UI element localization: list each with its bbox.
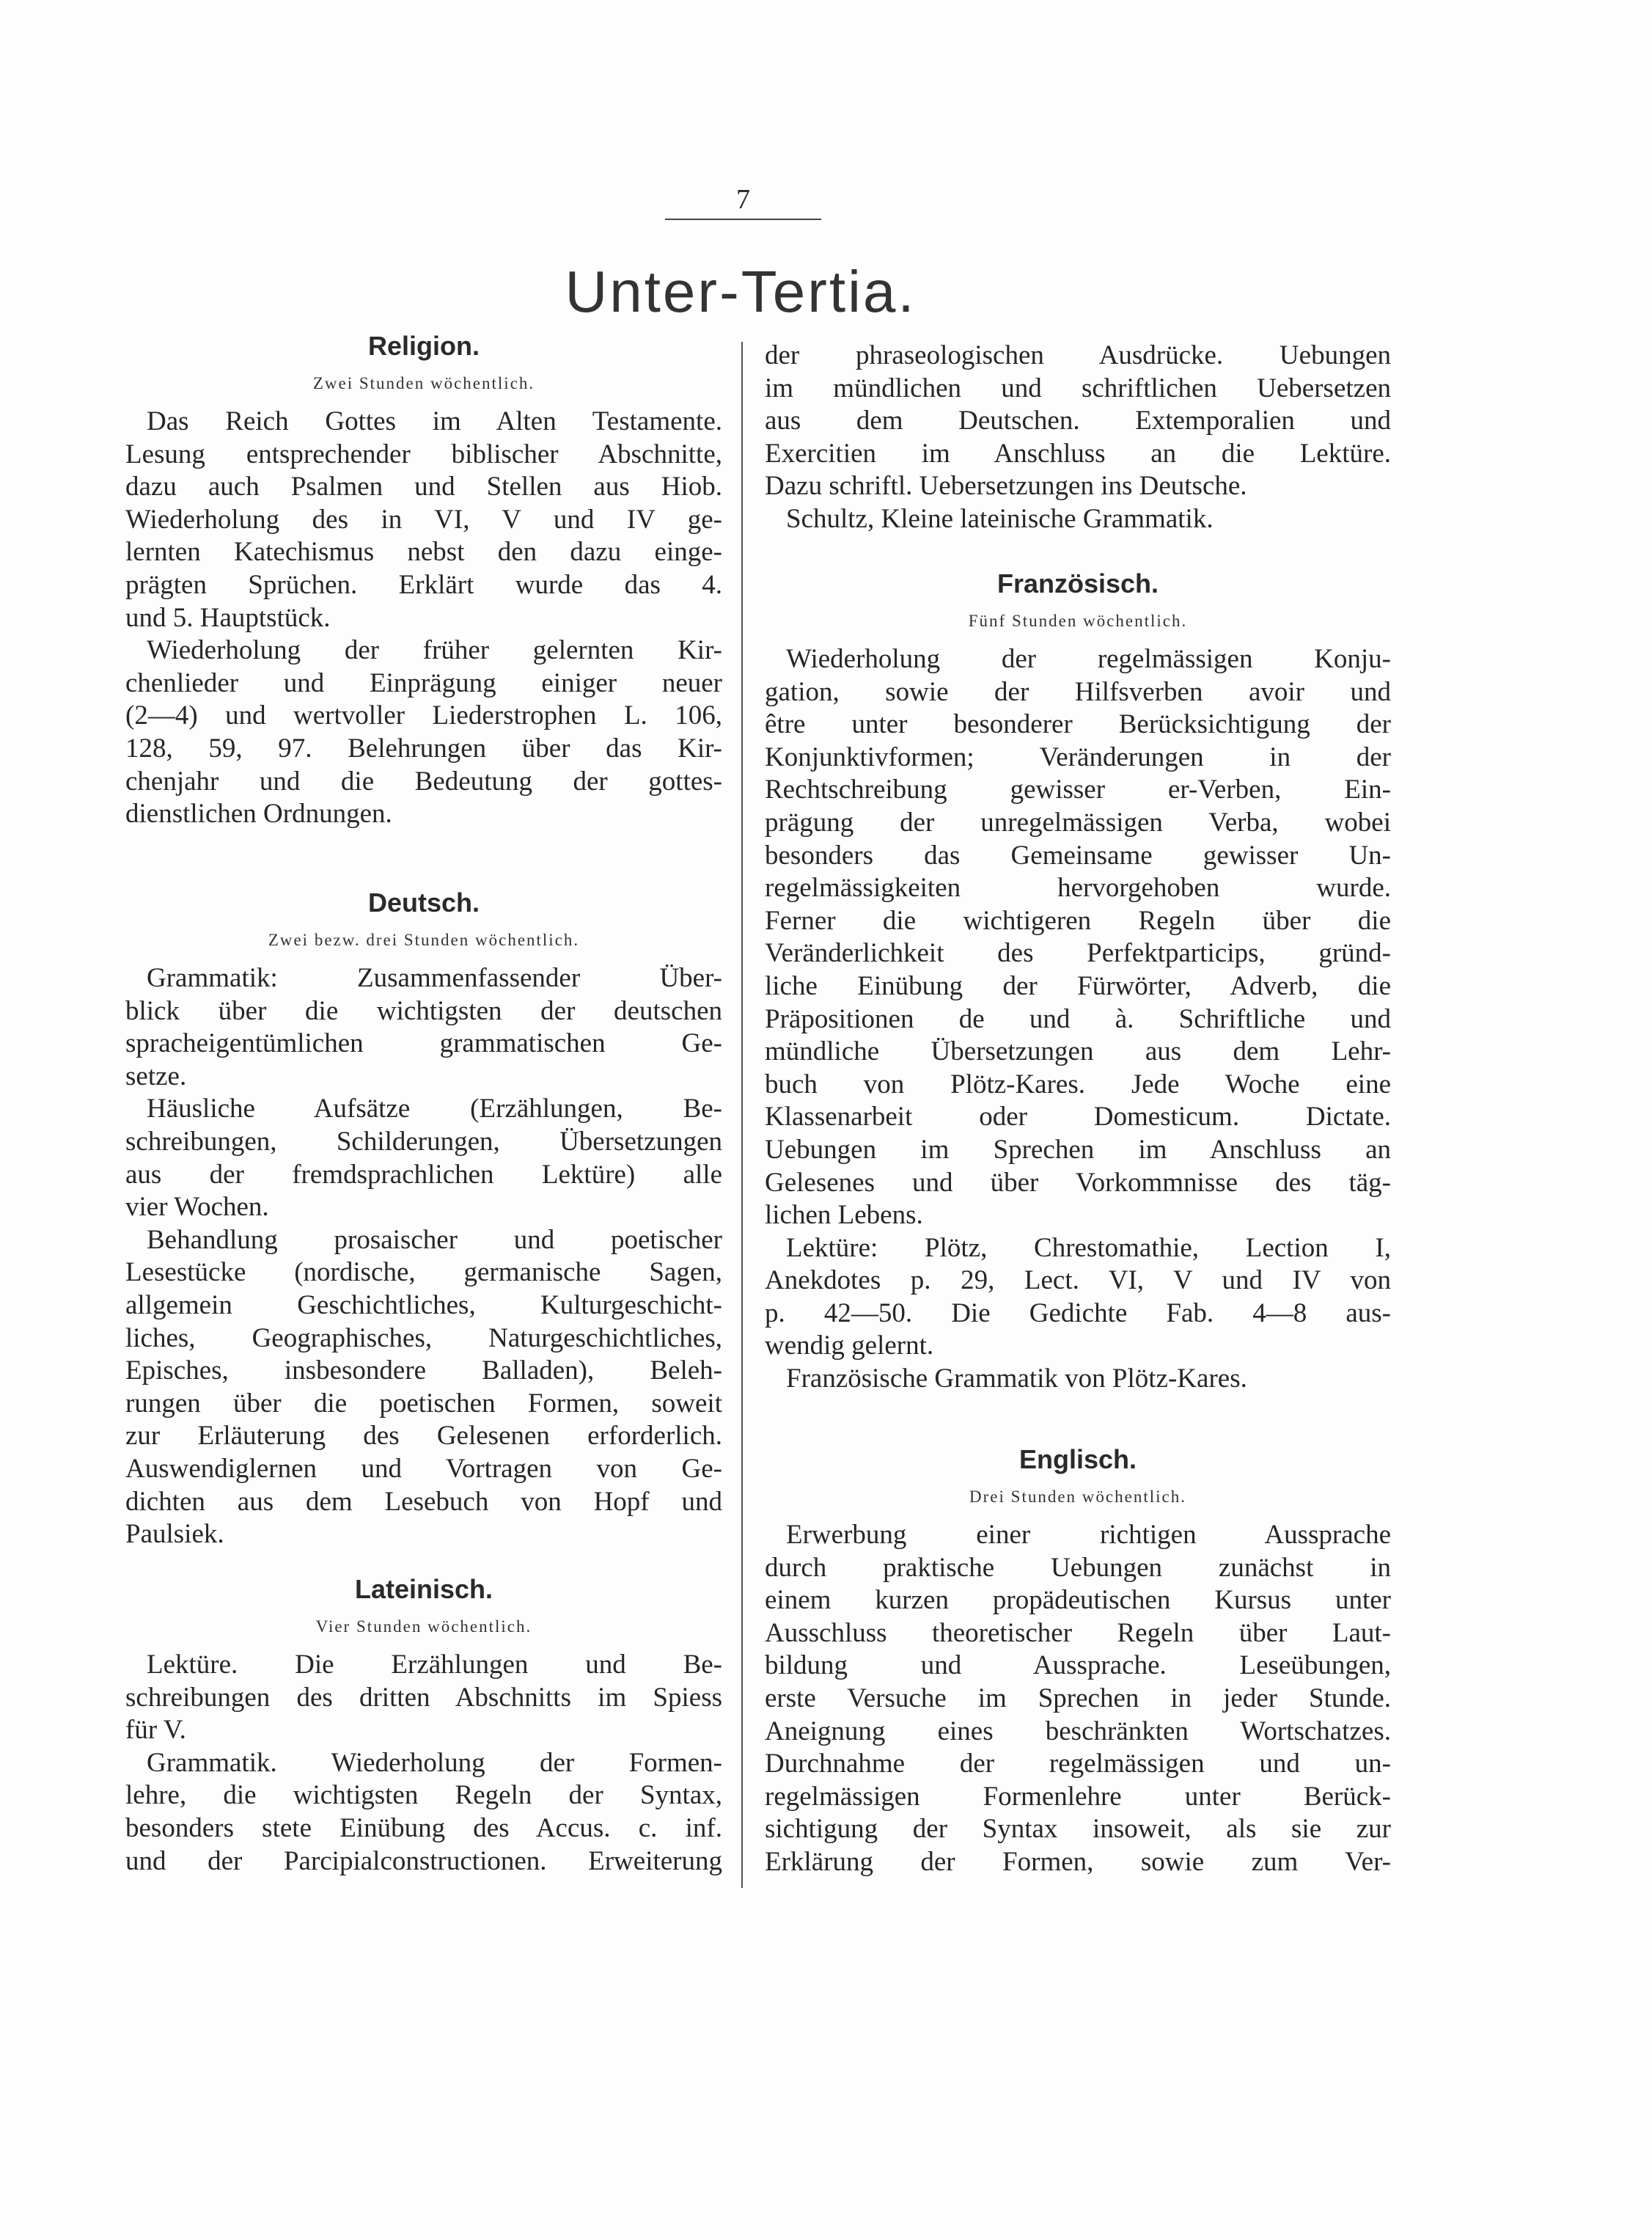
paragraph [125,634,722,831]
paragraph [125,1747,722,1878]
text-line: Das Reich Gottes im Alten Testamente. [147,406,722,436]
text-line: und der Parcipialconstructionen. Erweiterung [125,1845,722,1876]
text-line: wendig gelernt. [765,1331,934,1361]
paragraph [765,340,1391,503]
text-line: gation, sowie der Hilfsverben avoir und [765,676,1391,707]
text-line: Grammatik. Wiederholung der Formen- [147,1747,722,1778]
text-line: Lesestücke (nordische, germanische Sagen, [125,1257,722,1288]
text-line: im mündlichen und schriftlichen Uebersetzen [765,373,1391,403]
section-heading: Englisch. [1018,1444,1137,1474]
text-line: Erklärung der Formen, sowie zum Ver- [765,1846,1391,1877]
text-line: Wiederholung der früher gelernten Kir- [147,635,722,666]
text-line: Wiederholung des in VI, V und IV ge- [125,504,722,535]
text-line: Ausschluss theoretischer Regeln über Laut- [765,1617,1391,1648]
paragraph [765,1363,1391,1396]
text-line: lernten Katechismus nebst den dazu einge- [125,537,722,568]
text-line: einem kurzen propädeutischen Kursus unter [765,1585,1391,1616]
text-line: schreibungen, Schilderungen, Übersetzungen [125,1126,722,1157]
text-line: Auswendiglernen und Vortragen von Ge- [125,1453,722,1484]
text-line: p. 42—50. Die Gedichte Fab. 4—8 aus- [765,1297,1391,1328]
text-line: Anekdotes p. 29, Lect. VI, V und IV von [765,1265,1391,1296]
paragraph [765,643,1391,1232]
text-line: (2—4) und wertvoller Liederstrophen L. 106, [125,700,722,731]
text-line: être unter besonderer Berücksichtigung der [765,709,1391,740]
text-line: Rechtschreibung gewisser er-Verben, Ein- [765,775,1391,805]
text-line: blick über die wichtigsten der deutschen [125,995,722,1026]
text-line: dienstlichen Ordnungen. [125,799,392,830]
text-line: und 5. Hauptstück. [125,602,331,633]
text-line: Präpositionen de und à. Schriftliche und [765,1003,1391,1034]
paragraph [765,1519,1391,1879]
text-line: besonders das Gemeinsame gewisser Un- [765,840,1391,871]
text-line: aus der fremdsprachlichen Lektüre) alle [125,1159,722,1190]
section-lateinisch [125,1570,722,1878]
section-heading: Deutsch. [367,887,480,918]
section-hours: Zwei bezw. drei Stunden wöchentlich. [268,931,580,949]
section-englisch [765,1441,1391,1879]
section-continuation [765,340,1391,536]
text-line: mündliche Übersetzungen aus dem Lehr- [765,1036,1391,1067]
text-line: für V. [125,1715,186,1746]
section-heading: Lateinisch. [354,1574,493,1604]
text-line: bildung und Aussprache. Leseübungen, [765,1650,1391,1681]
page-number-rule [665,219,821,220]
section-heading: Französisch. [996,568,1159,599]
text-line: Erwerbung einer richtigen Aussprache [786,1520,1391,1550]
section-hours: Zwei Stunden wöchentlich. [312,374,535,392]
text-line: Ferner die wichtigeren Regeln über die [765,905,1391,936]
text-line: prägten Sprüchen. Erklärt wurde das 4. [125,569,722,600]
text-line: dichten aus dem Lesebuch von Hopf und [125,1486,722,1517]
section-heading: Religion. [368,331,480,361]
section-hours: Vier Stunden wöchentlich. [315,1617,532,1636]
text-line: setze. [125,1061,187,1091]
text-line: spracheigentümlichen grammatischen Ge- [125,1028,722,1059]
text-line: sichtigung der Syntax insoweit, als sie zur [765,1814,1391,1845]
text-line: Aneignung eines beschränkten Wortschatzes. [765,1716,1391,1746]
text-line: Episches, insbesondere Balladen), Beleh- [125,1355,722,1386]
text-line: Durchnahme der regelmässigen und un- [765,1749,1391,1779]
text-line: lehre, die wichtigsten Regeln der Syntax, [125,1780,722,1811]
text-line: Veränderlichkeit des Perfektparticips, gründ- [765,938,1391,969]
text-line: vier Wochen. [125,1192,269,1223]
paragraph [125,1224,722,1551]
text-line: Grammatik: Zusammenfassender Über- [147,963,722,993]
text-line: Häusliche Aufsätze (Erzählungen, Be- [147,1094,722,1124]
text-line: regelmässigen Formenlehre unter Berück- [765,1781,1391,1812]
text-line: dazu auch Psalmen und Stellen aus Hiob. [125,472,722,502]
page-title: Unter-Tertia. [565,259,917,324]
paragraph [125,962,722,1093]
text-line: erste Versuche im Sprechen in jeder Stunde. [765,1683,1391,1713]
text-line: Lektüre. Die Erzählungen und Be- [147,1650,722,1680]
text-line: durch praktische Uebungen zunächst in [765,1552,1391,1583]
text-line: Exercitien im Anschluss an die Lektüre. [765,438,1391,469]
text-line: allgemein Geschichtliches, Kulturgeschicht- [125,1289,722,1320]
text-line: Wiederholung der regelmässigen Konju- [786,644,1391,674]
text-line: schreibungen des dritten Abschnitts im Spiess [125,1682,722,1713]
text-line: chenjahr und die Bedeutung der gottes- [125,766,722,797]
text-line: zur Erläuterung des Gelesenen erforderlich. [125,1421,722,1452]
text-line: Französische Grammatik von Plötz-Kares. [786,1364,1247,1394]
section-hours: Drei Stunden wöchentlich. [969,1487,1186,1506]
section-deutsch [125,884,722,1551]
text-line: rungen über die poetischen Formen, soweit [125,1388,722,1419]
text-line: 128, 59, 97. Belehrungen über das Kir- [125,733,722,764]
text-line: Gelesenes und über Vorkommnisse des täg- [765,1167,1391,1198]
text-line: liche Einübung der Fürwörter, Adverb, die [765,970,1391,1001]
text-line: Uebungen im Sprechen im Anschluss an [765,1134,1391,1165]
page-number: 7 [736,184,750,215]
text-line: chenlieder und Einprägung einiger neuer [125,667,722,698]
text-line: Dazu schriftl. Uebersetzungen ins Deutsche. [765,471,1247,502]
text-line: buch von Plötz-Kares. Jede Woche eine [765,1069,1391,1099]
paragraph [125,406,722,634]
text-line: prägung der unregelmässigen Verba, wobei [765,807,1391,838]
text-line: aus dem Deutschen. Extemporalien und [765,406,1391,436]
text-line: Lektüre: Plötz, Chrestomathie, Lection I, [786,1232,1391,1263]
text-line: Konjunktivformen; Veränderungen in der [765,742,1391,772]
column-divider [741,342,743,1888]
text-line: besonders stete Einübung des Accus. c. inf. [125,1812,722,1843]
text-line: regelmässigkeiten hervorgehoben wurde. [765,873,1391,904]
text-line: Schultz, Kleine lateinische Grammatik. [786,503,1214,534]
paragraph [125,1649,722,1747]
paragraph [765,1232,1391,1363]
paragraph [765,503,1391,536]
text-line: Klassenarbeit oder Domesticum. Dictate. [765,1102,1391,1132]
section-französisch [765,565,1391,1396]
section-religion [125,327,722,831]
text-line: Paulsiek. [125,1519,224,1550]
paragraph [125,1093,722,1223]
text-line: Lesung entsprechender biblischer Abschnitte, [125,439,722,469]
text-line: lichen Lebens. [765,1200,923,1231]
section-hours: Fünf Stunden wöchentlich. [968,612,1188,630]
text-line: Behandlung prosaischer und poetischer [147,1224,722,1255]
text-line: der phraseologischen Ausdrücke. Uebungen [765,340,1391,370]
text-line: liches, Geographisches, Naturgeschichtliches, [125,1322,722,1353]
